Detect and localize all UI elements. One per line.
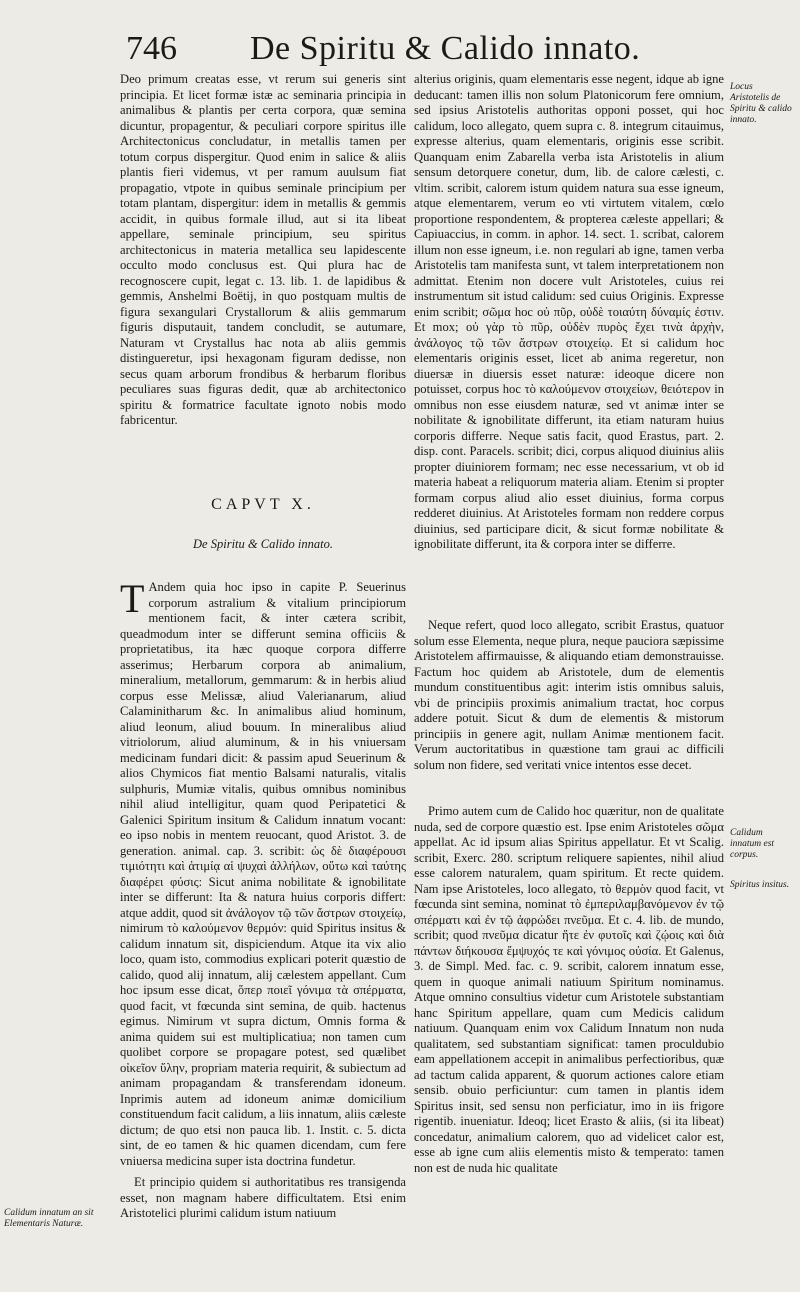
running-title: De Spiritu & Calido innato. [250, 30, 641, 67]
left-paragraph-2 [120, 576, 406, 1169]
left-paragraph-3: Et principio quidem si authoritatibus res transigenda esset, non magnam habere difficultatem. Etsi enim Aristotelici plurimi calidum istum natiuum [120, 1175, 406, 1220]
left-column-body [120, 576, 406, 1222]
right-column [414, 72, 724, 1176]
margin-note-right-3: Spiritus insitus. [730, 880, 790, 890]
right-paragraph-2: Neque refert, quod loco allegato, scribit Erastus, quatuor solum esse Elementa, neque plura, neque pauciora sæpissime Aristotelem affirmauisse, & aliquando etiam demonstrauisse. Factum hoc quidem ab Aristotele, dum de elementis mundum constituentibus agit: interim istis omnibus saluis, vbi de principiis proximis animalium tractat, hoc corpus addere potuit. Sicut & dum de elementis & mistorum principiis in genere agit, nullam Animæ mentionem facit. Verum auctoritatibus in quæstione tam graui ac difficili solum non fidere, sed veritati vnice intentos esse decet. [414, 618, 724, 772]
right-paragraph-3: Primo autem cum de Calido hoc quæritur, non de qualitate nuda, sed de corpore quæstio est. Ipse enim Aristoteles σῶμα appellat. Ac id ipsum alias Spiritus appellatur. Et vt Scalig. scribit, Exerc. 280. scriptum reliquere sapientes, nihil aliud esse calorem naturalem, quam spiritum. Et recte quidem. Nam ipse Aristoteles, loco allegato, τὸ θερμὸν quod facit, vt fœcunda sint semina, nominat τὸ ἐμπεριλαμβανόμενον ἐν τῷ σπέρματι καὶ ἐν τῷ ἀφρώδει πνεῦμα. Et c. 4. lib. de mundo, scribit; quod πνεῦμα dicatur ἥτε ἐν φυτοῖς καὶ ζῴοις καὶ διὰ πάντων διήκουσα ἔμψυχός τε καὶ γόνιμος οὐσία. Et Galenus, 3. de Simpl. Med. fac. c. 9. scribit, calorem innatum esse, quem in quoque animali natiuum Spiritum nominamus. Atque omnino consultius videtur cum Aristotele substantiam hanc Spiritum appellare, quam cum Medicis calidum natiuum. Quanquam enim vox Calidum Innatum non nuda qualitatem, sed substantiam significat: tamen proculdubio eam appellationem accepit in animalibus perfectioribus, quæ ad tactum calida apparent, & quorum actiones calore etiam sensib. obuio perficiuntur: cum tamen in plantis idem Spiritus insit, sed sensu non perficiatur, imo in iis frigore rigentib. inueniatur. Ideoq; licet Erasto & aliis, (si ita libeat) concedatur, animalium calorem, quo ad videlicet calor est, esse ab igne cum aliis elementis misto & temperato: tamen non est de nuda hic qualitate [414, 804, 724, 1175]
chapter-heading: CAPVT X. [211, 496, 315, 513]
page-header [120, 28, 680, 72]
page-number: 746 [126, 30, 177, 67]
left-column-top [120, 72, 406, 444]
margin-note-left-1: Calidum innatum an sit Elementaris Naturæ. [4, 1208, 94, 1229]
margin-note-right-2: Calidum innatum est corpus. [730, 828, 775, 860]
chapter-subtitle: De Spiritu & Calido innato. [193, 537, 333, 551]
left-paragraph-1: Deo primum creatas esse, vt rerum sui generis sint principia. Et licet formæ istæ ac seminaria principia in animalibus & plantis per certa corpora, quæ semina dicuntur, propagentur, & peculiari corpore spiritus ille Architectonicus concludatur, in metallis tamen per totum corpus dispergitur. Quod enim in salice & aliis plantis fieri videmus, vt per ramum auulsum fiat propagatio, vtpote in quibus seminale principium per totam plantam, dispergitur: idem in metallis & gemmis accidit, in quibus formale illud, aut si ita libeat appellare, seminale principium, seu spiritus architectonicus in materia metallica seu lapidescente occulto modo conclusus est. Qui plura hac de recognoscere cupit, legat c. 13. lib. 1. de lapidibus & gemmis, Anshelmi Boëtij, in quo postquam multis de figura sexangulari Crystallorum & aliis gemmarum figuris disputauit, tandem concludit, se autumare, Naturam vt Crystallus hac nota ab aliis gemmis distingueretur, ipsi hexagonam figuram dedisse, non secus quam arborum frondibus & herbarum floribus peculiares suas figuras dedit, quæ ab architectonico spiritu & formatrice facultate ignoto nobis modo fabricentur. [120, 72, 406, 427]
right-paragraph-1: alterius originis, quam elementaris esse negent, idque ab igne deducant: tamen illis non solum Platonicorum fere omnium, sed ipsius Aristotelis authoritas opponi posset, qui hoc calidum, loco allegato, quem supra c. 8. integrum citauimus, expresse alterius, quam elementaris, originis esse scribit. Quanquam enim Zabarella verba ista Aristotelis in alium sensum detorquere conetur, dum, lib. de calore cælesti, c. vltim. scribit, calorem istum quidem natura sua esse igneum, atque elementarem, verum eo vti virtutem vitalem, cœlo proportione respondentem, & propterea cæleste appellari; & Capiuaccius, in comm. in aphor. 14. sect. 1. scribat, calorem illum non esse igneum, i.e. non regulari ab igne, tamen verba Aristotelis tam manifesta sunt, vt talem interpretationem non admittat. Etenim non docere vult Aristoteles, cuius rei instrumentum sit istud calidum: sed cuius Originis. Expresse enim scribit; σῶμα hoc οὐ πῦρ, οὐδὲ τοιαύτη δύναμίς ἐστιν. Et mox; οὐ γὰρ τὸ πῦρ, οὐδὲν πυρὸς ἔχει τινὰ ἀρχὴν, ἀνάλογος τῷ τῶν ἄστρων στοιχείῳ. Et si calidum hoc elementaris originis esset, licet ab anima regeretur, non diuersæ in diuersis esset naturæ: ideoque dicere non potuisset, corpus hoc τὸ καλούμενον στοιχείων, θειότερον in omnibus non esse eiusdem naturæ, sed vt animæ inter se nobilitate & ignobilitate differunt, ita etiam naturam huius corporis differre. Neque satis facit, quod Erastus, part. 2. disp. cont. Paracels. scribit; dici, corpus aliquod diuinius aliis propter diuiniorem formam; nec esse necessarium, vt ob id materia habeat a reliquorum materia aliam. Etenim si propter formam corpus aliud alio esset diuinius, forma corpus redderet diuinius. At Aristoteles formam non reddere corpus diuinius, sed participare dicit, & sicut formæ nobilitate & ignobilitate differunt, ita & corpora inter se differre. [414, 72, 724, 551]
margin-note-right-1: Locus Aristotelis de Spiritu & calido innato. [730, 82, 792, 125]
drop-cap: T [120, 576, 145, 621]
left-paragraph-2-text: Andem quia hoc ipso in capite P. Seuerinus corporum astralium & vitalium principiorum mentionem facit, & inter cætera scribit, queadmodum inter se differunt semina officiis & proprietatibus, ita hæc quoque corpora differre asserimus; Herbarum corpora ab animalium, mineralium, metallorum, gemmarum: & in herbis aliud corpus esse Melissæ, aliud Valerianarum, aliud Calaminitharum &c. In animalibus aliud hominum, aliud leonum, aliud bouum. In mineralibus aliud vitriolorum, aliud aluminum, & in his vniuersam medicinam fundari dicit: & passim apud Seuerinum & alios Chymicos fiat mentio Balsami naturalis, vitalis sulphuris, Mumiæ vitalis, quibus omnibus nominibus nihil aliud intelligitur, quam quod Peripatetici & Galenici Spiritum insitum & Calidum innatum vocant: eo ipso nobis in mentem reuocant, quod Aristot. 3. de generation. animal. cap. 3. scribit: ὡς δὲ διαφέρουσι τιμιότητι καὶ ἀτιμίᾳ αἱ ψυχαὶ ἀλλήλων, οὕτω καὶ ταύτης διαφέρει φύσις: Sicut anima nobilitate & ignobilitate inter se differunt: Ita & natura huius corporis differt: atque addit, quod sit ἀνάλογον τῷ τῶν ἄστρων στοιχείῳ, nimirum τὸ καλούμενον θερμόν: quid Spiritus insitus & calidum innatum sit, dispiciendum. Atque ita vix alio loco, quam isto, commodius explicari poterit quæstio de calido, quod alij innatum, alij cælestem appellant. Cum hoc ipsum esse dicat, ὅπερ ποιεῖ γόνιμα τὰ σπέρματα, quod facit, vt fœcunda sint semina, de quib. hactenus egimus. Nimirum vt supra dictum, Omnis forma & anima quidem sui est multiplicatiua; non tamen cum quolibet corpore se propagare potest, sed quælibet οἰκεῖον ὕλην, propriam materia requirit, & subiectum ad animam propagandam & transferendam idoneum. Inprimis autem ad idoneum animæ domicilium constituendum facit calidum, a liis innatum, aliis cæleste dictum; de quo etsi non pauca lib. 1. Instit. c. 5. dicta sint, de eo tamen & hic quamen dicendam, cum fere vniuersa medicina super ista doctrina fundetur. [120, 580, 406, 1168]
